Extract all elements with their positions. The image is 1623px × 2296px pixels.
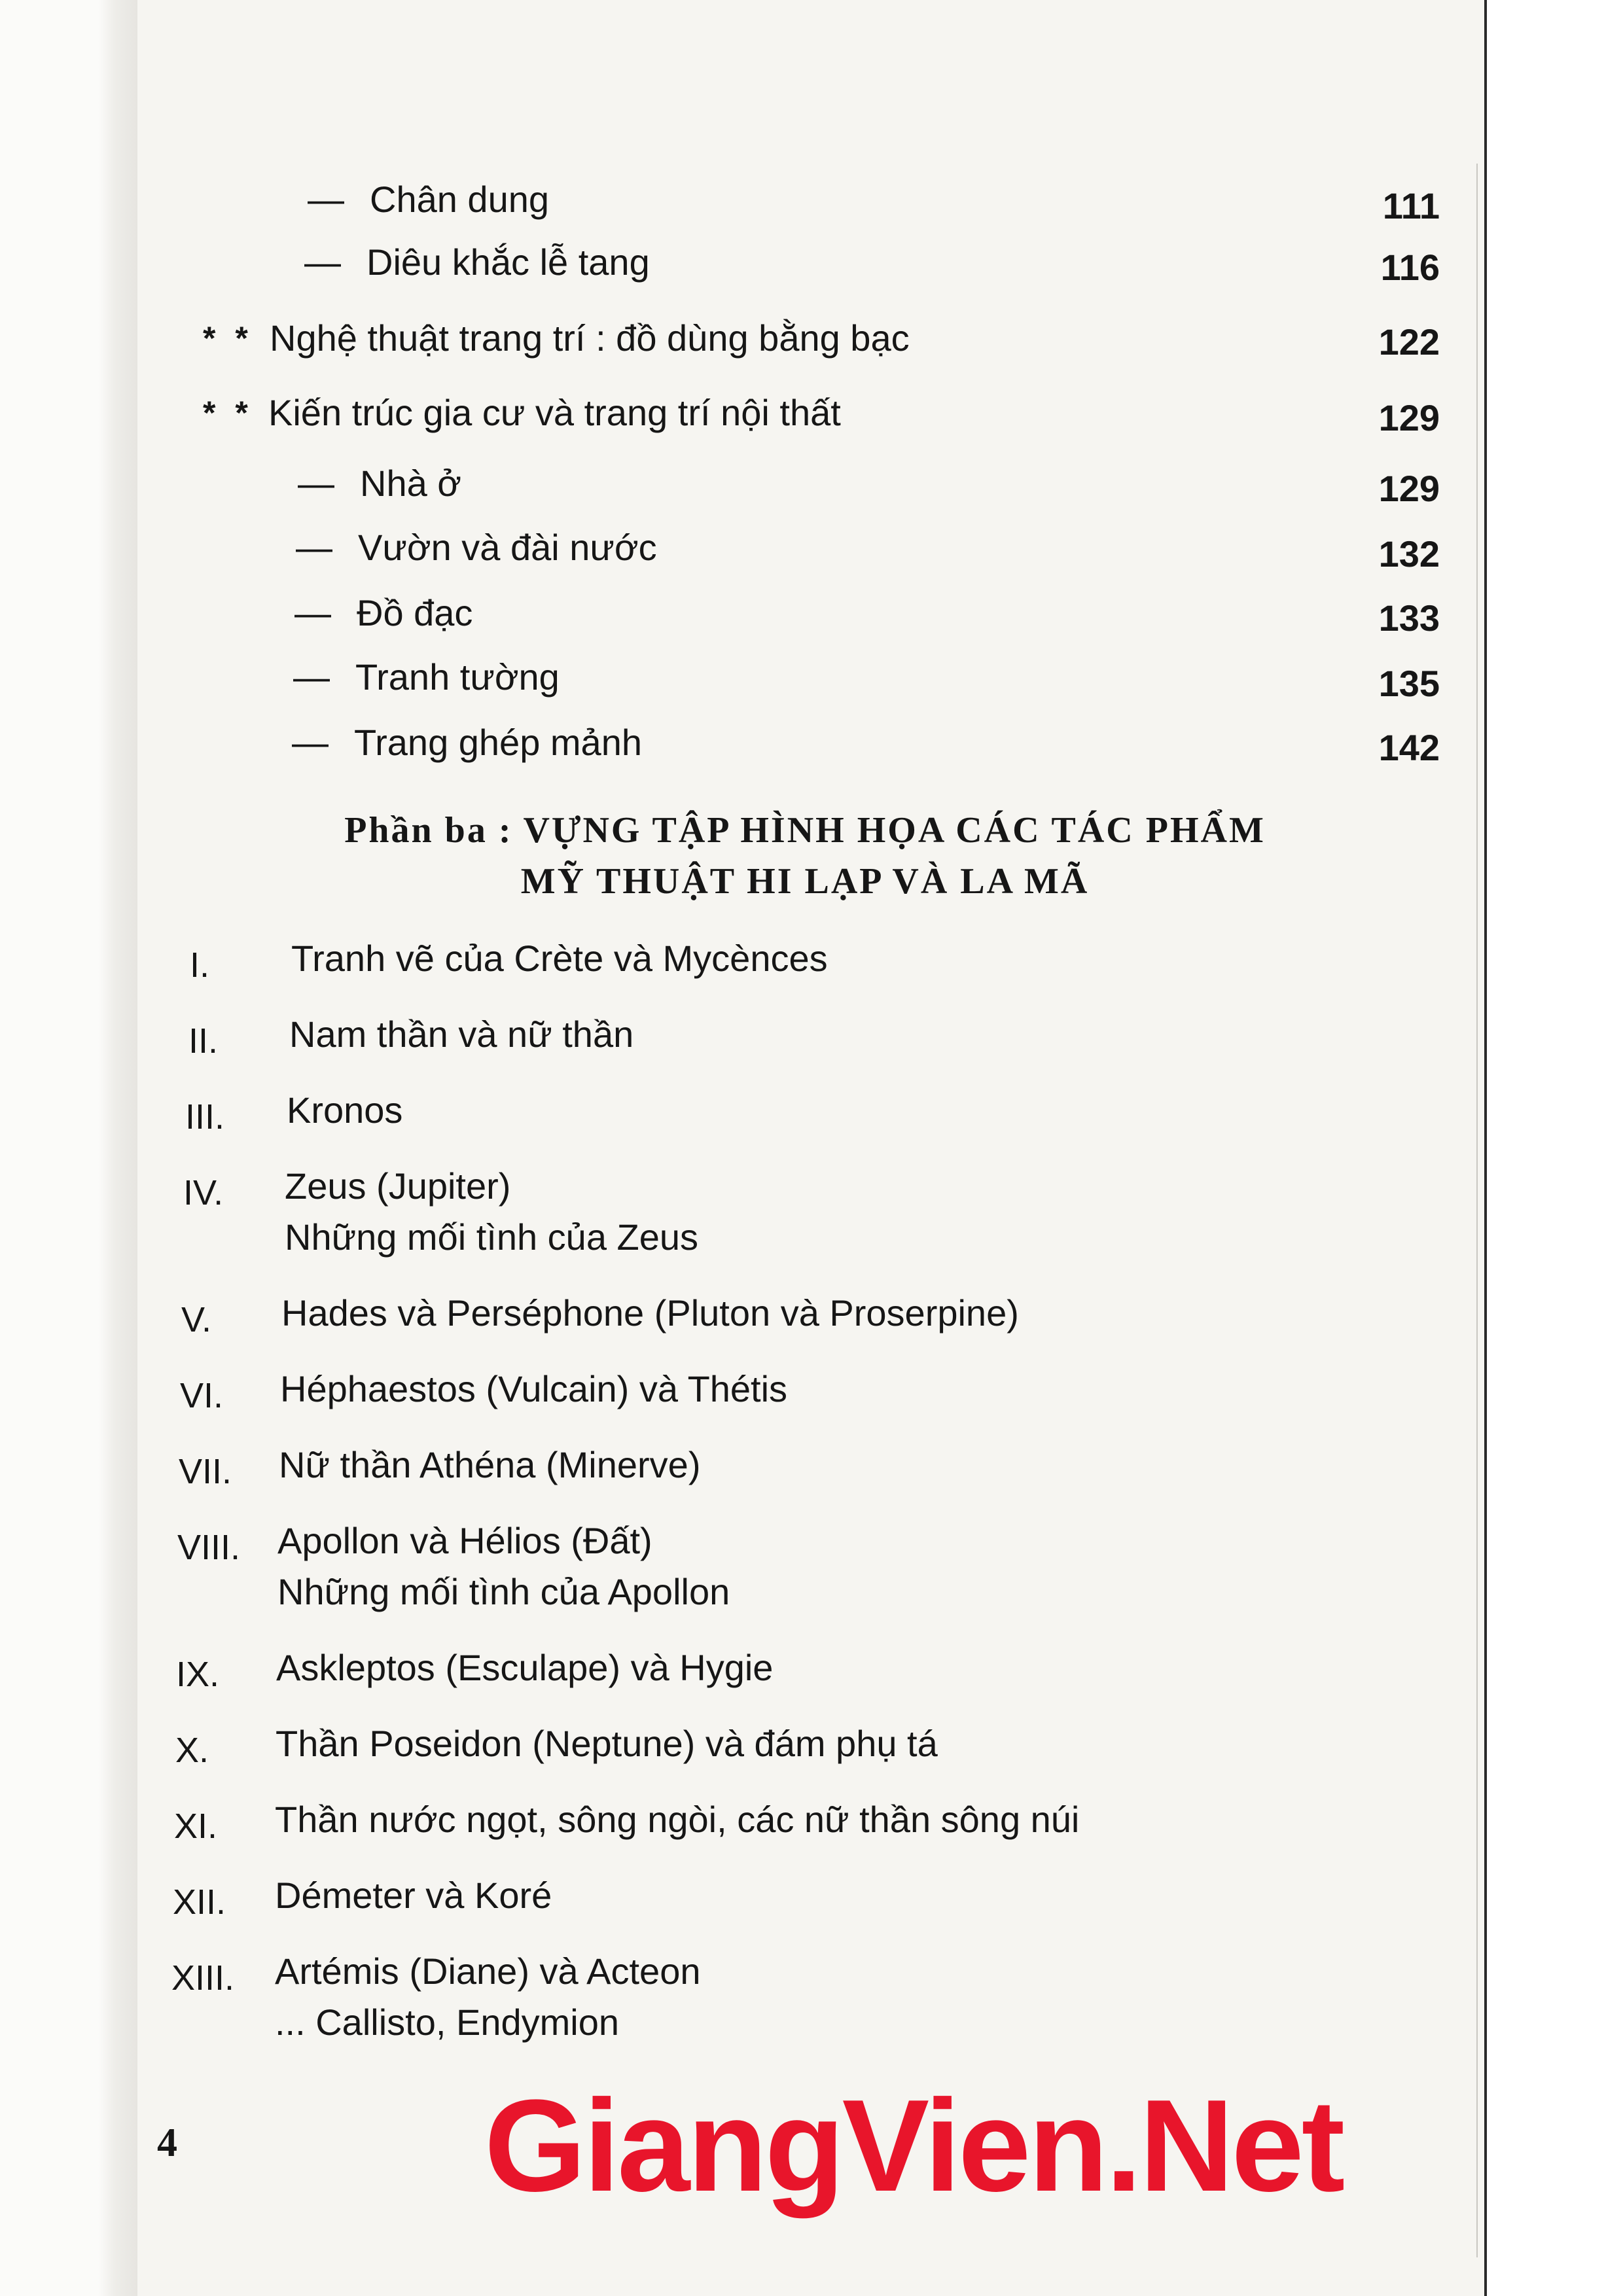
plate-number: VI.: [180, 1376, 224, 1415]
plate-number: IV.: [183, 1173, 224, 1212]
page-margin-right: [1486, 0, 1623, 2296]
plate-number: IX.: [176, 1655, 220, 1694]
toc-title: Vườn và đài nước: [358, 527, 657, 568]
plate-number: I.: [190, 945, 210, 985]
toc-title: Nghệ thuật trang trí : đồ dùng bằng bạc: [270, 317, 910, 359]
toc-page-number: 111: [1382, 185, 1440, 226]
page-number: 4: [157, 2121, 177, 2165]
plate-title: Thần Poseidon (Neptune) và đám phụ tá: [276, 1723, 938, 1764]
plate-title: Hades và Perséphone (Pluton và Proserpine): [281, 1292, 1019, 1333]
plate-number: X.: [175, 1731, 209, 1770]
toc-page-number: 129: [1378, 468, 1440, 509]
plate-number: XIII.: [171, 1958, 235, 1998]
section-heading-line-1: Phần ba : VỰNG TẬP HÌNH HỌA CÁC TÁC PHẨM: [344, 810, 1266, 851]
plate-number: VIII.: [177, 1528, 241, 1567]
plate-number: XII.: [173, 1882, 226, 1922]
plate-subtitle: Những mối tình của Apollon: [277, 1571, 730, 1612]
scan-shadow: [0, 0, 137, 2296]
plate-title: Héphaestos (Vulcain) và Thétis: [280, 1368, 788, 1409]
plate-title: Kronos: [287, 1089, 403, 1131]
plate-number: V.: [181, 1300, 212, 1339]
toc-page-number: 133: [1378, 597, 1440, 639]
plate-title: Zeus (Jupiter): [285, 1165, 511, 1207]
plate-title: Nam thần và nữ thần: [289, 1014, 634, 1055]
plate-title: Thần nước ngọt, sông ngòi, các nữ thần sông núi: [275, 1799, 1080, 1840]
toc-page-number: 122: [1378, 321, 1440, 362]
toc-prefix: * *: [203, 320, 253, 357]
toc-page-number: 129: [1378, 397, 1440, 438]
plate-subtitle: ... Callisto, Endymion: [275, 2002, 619, 2043]
toc-page-number: 116: [1380, 247, 1440, 288]
toc-page-number: 142: [1378, 727, 1440, 768]
toc-title: Đồ đạc: [357, 592, 473, 633]
plate-title: Askleptos (Esculape) và Hygie: [276, 1647, 774, 1688]
plate-number: XI.: [174, 1807, 218, 1846]
toc-title: Trang ghép mảnh: [354, 722, 642, 763]
toc-prefix: —: [298, 463, 334, 504]
plate-title: Tranh vẽ của Crète và Mycènces: [291, 938, 828, 979]
toc-prefix: —: [308, 179, 344, 220]
plate-title: Apollon và Hélios (Đất): [277, 1520, 652, 1561]
plate-subtitle: Những mối tình của Zeus: [285, 1216, 699, 1258]
section-heading-line-2: MỸ THUẬT HI LẠP VÀ LA MÃ: [520, 861, 1090, 902]
plate-title: Artémis (Diane) và Acteon: [275, 1951, 701, 1992]
toc-prefix: —: [294, 592, 331, 633]
plate-number: III.: [185, 1097, 225, 1137]
toc-prefix: —: [292, 722, 329, 763]
toc-title: Nhà ở: [360, 463, 462, 504]
page-edge-line: [1484, 0, 1487, 2296]
toc-page-number: 135: [1378, 663, 1440, 704]
toc-title: Diêu khắc lễ tang: [366, 241, 650, 283]
watermark: GiangVien.Net: [484, 2073, 1343, 2219]
toc-prefix: —: [304, 241, 341, 283]
toc-title: Kiến trúc gia cư và trang trí nội thất: [268, 392, 841, 433]
page-fold-line: [1476, 164, 1478, 2257]
plate-number: II.: [188, 1021, 219, 1061]
plate-title: Démeter và Koré: [275, 1875, 552, 1916]
toc-page-number: 132: [1378, 533, 1440, 574]
toc-prefix: —: [296, 527, 332, 568]
toc-prefix: * *: [203, 395, 253, 431]
toc-prefix: —: [293, 656, 330, 698]
plate-number: VII.: [179, 1452, 232, 1491]
toc-title: Tranh tường: [355, 656, 560, 698]
toc-title: Chân dung: [370, 179, 550, 220]
plate-title: Nữ thần Athéna (Minerve): [279, 1444, 701, 1485]
